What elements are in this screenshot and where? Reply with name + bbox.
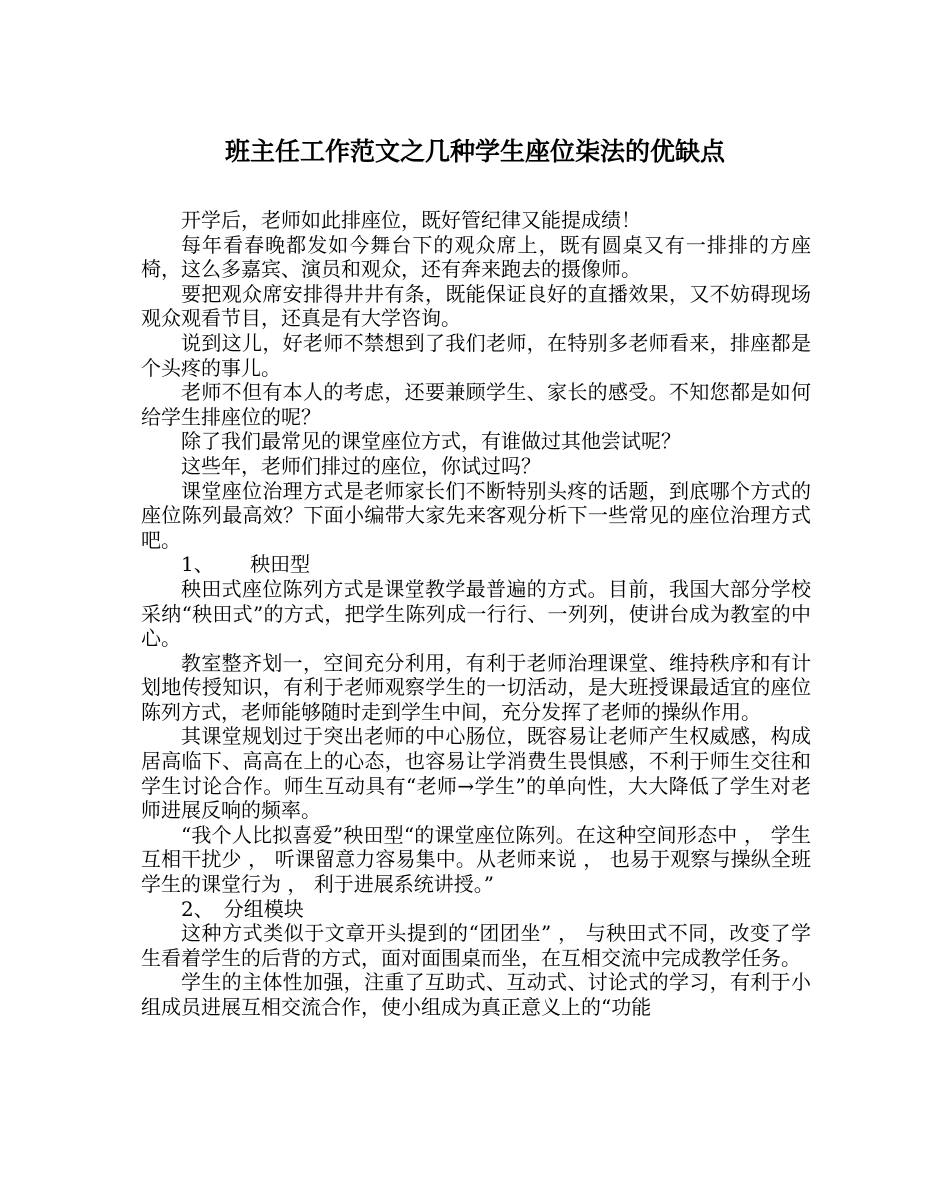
paragraph: 说到这儿，好老师不禁想到了我们老师，在特别多老师看来，排座都是个头疼的事儿。 (141, 330, 811, 380)
paragraph: 除了我们最常见的课堂座位方式，有谁做过其他尝试呢？ (181, 429, 681, 454)
paragraph: 每年看春晚都发如今舞台下的观众席上，既有圆桌又有一排排的方座椅，这么多嘉宾、演员和观众，还有奔来跑去的摄像师。 (141, 232, 811, 282)
paragraph: 这种方式类似于文章开头提到的“团团坐” ， 与秧田式不同，改变了学生看着学生的后背的方式，面对面围桌而坐，在互相交流中完成教学任务。 (141, 921, 811, 970)
paragraph: 这些年，老师们排过的座位，你试过吗？ (181, 453, 541, 478)
section-heading-2: 2、 分组模块 (181, 896, 304, 921)
paragraph: 学生的主体性加强，注重了互助式、互动式、讨论式的学习，有利于小组成员进展互相交流合作，使小组成为真正意义上的“功能 (141, 970, 811, 1019)
paragraph: 其课堂规划过于突出老师的中心肠位，既容易让老师产生权威感，构成居高临下、高高在上的心态，也容易让学消费生畏惧感，不利于师生交往和学生讨论合作。师生互动具有“老师→学生”的单向性，大大降低了学生对老师进展反响的频率。 (141, 724, 811, 823)
document-title: 班主任工作范文之几种学生座位㭍法的优缺点 (224, 137, 725, 166)
paragraph: 教室整齐划一，空间充分利用，有利于老师治理课堂、维持秩序和有计划地传授知识，有利于老师观察学生的一切活动，是大班授课最适宜的座位陈列方式，老师能够随时走到学生中间，充分发挥了老师的操纵作用。 (141, 650, 811, 724)
paragraph: “我个人比拟喜爱”秧田型“的课堂座位陈列。在这种空间形态中 ， 学生互相干扰少 ， 听课留意力容易集中。从老师来说 ， 也易于观察与操纵全班学生的课堂行为 ， 利于进展系统讲授。” (141, 822, 811, 897)
paragraph: 开学后，老师如此排座位，既好管纪律又能提成绩！ (181, 208, 641, 232)
paragraph: 要把观众席安排得井井有条，既能保证良好的直播效果，又不妨碍现场观众观看节目，还真是有大学咨询。 (141, 281, 811, 331)
document-body (141, 208, 811, 1020)
paragraph: 老师不但有本人的考虑，还要兼顾学生、家长的感受。不知您都是如何给学生排座位的呢？ (141, 380, 811, 429)
section-heading-1: 1、 秧田型 (181, 552, 311, 577)
paragraph: 秧田式座位陈列方式是课堂教学最普遍的方式。目前，我国大部分学校采纳“秧田式”的方式，把学生陈列成一行行、一列列，使讲台成为教室的中心。 (141, 576, 811, 651)
paragraph: 课堂座位治理方式是老师家长们不断特别头疼的话题，到底哪个方式的座位陈列最高效？下面小编带大家先来客观分析下一些常见的座位治理方式吧。 (141, 478, 811, 552)
